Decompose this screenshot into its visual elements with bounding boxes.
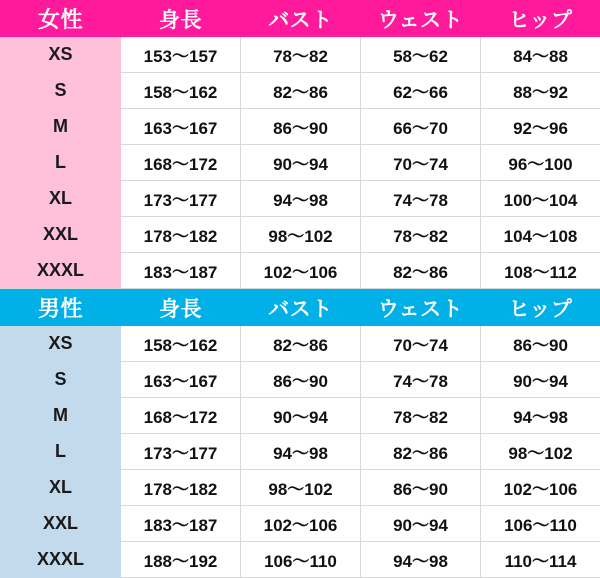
cell-height: 178～182 (121, 470, 241, 506)
column-header-hip: ヒップ (481, 290, 600, 326)
table-row (1, 73, 600, 109)
cell-bust: 102～106 (241, 506, 361, 542)
cell-height: 188～192 (121, 542, 241, 578)
cell-bust: 106～110 (241, 542, 361, 578)
table-row (1, 362, 600, 398)
table-row (1, 181, 600, 217)
cell-size: M (1, 398, 121, 434)
column-header-size: 女性 (1, 1, 121, 37)
cell-height: 163～167 (121, 362, 241, 398)
cell-height: 153～157 (121, 37, 241, 73)
cell-hip: 102～106 (481, 470, 600, 506)
cell-waist: 86～90 (361, 470, 481, 506)
cell-size: L (1, 434, 121, 470)
table-header-row (1, 1, 600, 37)
cell-size: XXL (1, 217, 121, 253)
cell-hip: 94～98 (481, 398, 600, 434)
table-row (1, 506, 600, 542)
cell-height: 168～172 (121, 398, 241, 434)
cell-bust: 94～98 (241, 434, 361, 470)
table-header-row (1, 290, 600, 326)
column-header-height: 身長 (121, 1, 241, 37)
cell-bust: 82～86 (241, 326, 361, 362)
cell-size: XXXL (1, 542, 121, 578)
table-row (1, 470, 600, 506)
cell-hip: 98～102 (481, 434, 600, 470)
column-header-height: 身長 (121, 290, 241, 326)
table-row (1, 542, 600, 578)
cell-hip: 108～112 (481, 253, 600, 289)
cell-waist: 74～78 (361, 181, 481, 217)
male-size-table (0, 289, 600, 578)
cell-waist: 74～78 (361, 362, 481, 398)
cell-hip: 88～92 (481, 73, 600, 109)
cell-size: XS (1, 37, 121, 73)
cell-waist: 70～74 (361, 326, 481, 362)
cell-bust: 98～102 (241, 217, 361, 253)
column-header-waist: ウェスト (361, 1, 481, 37)
cell-hip: 84～88 (481, 37, 600, 73)
cell-bust: 90～94 (241, 145, 361, 181)
cell-bust: 90～94 (241, 398, 361, 434)
cell-waist: 90～94 (361, 506, 481, 542)
cell-waist: 78～82 (361, 398, 481, 434)
cell-bust: 86～90 (241, 109, 361, 145)
cell-bust: 98～102 (241, 470, 361, 506)
cell-size: L (1, 145, 121, 181)
column-header-bust: バスト (241, 290, 361, 326)
cell-waist: 82～86 (361, 253, 481, 289)
cell-height: 178～182 (121, 217, 241, 253)
cell-waist: 70～74 (361, 145, 481, 181)
cell-height: 158～162 (121, 326, 241, 362)
cell-hip: 106～110 (481, 506, 600, 542)
column-header-size: 男性 (1, 290, 121, 326)
cell-height: 173～177 (121, 181, 241, 217)
cell-hip: 86～90 (481, 326, 600, 362)
cell-size: S (1, 362, 121, 398)
cell-bust: 82～86 (241, 73, 361, 109)
cell-height: 168～172 (121, 145, 241, 181)
table-row (1, 37, 600, 73)
column-header-bust: バスト (241, 1, 361, 37)
cell-size: XS (1, 326, 121, 362)
cell-waist: 58～62 (361, 37, 481, 73)
table-row (1, 326, 600, 362)
cell-size: XL (1, 470, 121, 506)
column-header-hip: ヒップ (481, 1, 600, 37)
cell-bust: 94～98 (241, 181, 361, 217)
cell-height: 173～177 (121, 434, 241, 470)
cell-bust: 78～82 (241, 37, 361, 73)
cell-size: XXL (1, 506, 121, 542)
cell-size: M (1, 109, 121, 145)
cell-waist: 78～82 (361, 217, 481, 253)
column-header-waist: ウェスト (361, 290, 481, 326)
cell-hip: 100～104 (481, 181, 600, 217)
cell-size: S (1, 73, 121, 109)
cell-hip: 110～114 (481, 542, 600, 578)
cell-waist: 66～70 (361, 109, 481, 145)
cell-height: 183～187 (121, 506, 241, 542)
cell-waist: 82～86 (361, 434, 481, 470)
cell-waist: 94～98 (361, 542, 481, 578)
cell-hip: 104～108 (481, 217, 600, 253)
table-row (1, 253, 600, 289)
cell-height: 158～162 (121, 73, 241, 109)
table-row (1, 145, 600, 181)
cell-height: 183～187 (121, 253, 241, 289)
cell-waist: 62～66 (361, 73, 481, 109)
cell-bust: 86～90 (241, 362, 361, 398)
cell-hip: 92～96 (481, 109, 600, 145)
cell-size: XL (1, 181, 121, 217)
cell-hip: 96～100 (481, 145, 600, 181)
table-row (1, 434, 600, 470)
cell-height: 163～167 (121, 109, 241, 145)
cell-size: XXXL (1, 253, 121, 289)
table-row (1, 109, 600, 145)
table-row (1, 398, 600, 434)
cell-hip: 90～94 (481, 362, 600, 398)
table-row (1, 217, 600, 253)
cell-bust: 102～106 (241, 253, 361, 289)
